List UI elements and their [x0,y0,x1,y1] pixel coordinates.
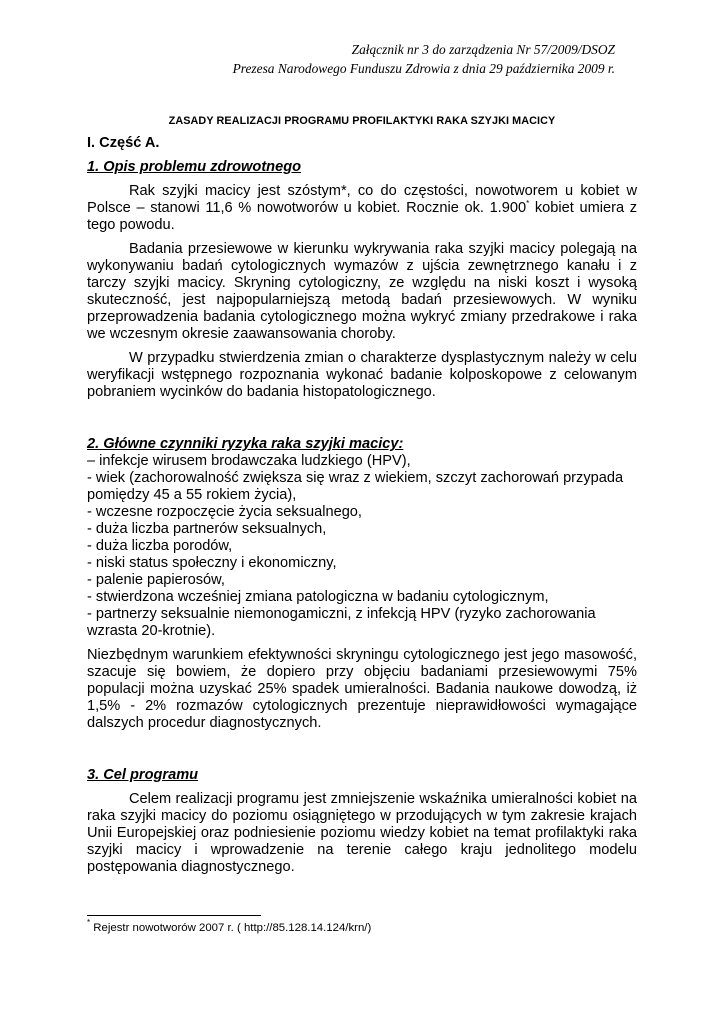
risk-factor-list [87,453,637,640]
section-1-p1-tail: kobiet umiera z tego powodu. [87,200,638,233]
list-item: - partnerzy seksualnie niemonogamiczni, z infekcją HPV (ryzyko zachorowania wzrasta 20-krotnie). [87,606,596,639]
document-title: ZASADY REALIZACJI PROGRAMU PROFILAKTYKI RAKA SZYJKI MACICY [168,115,556,127]
list-item: - wczesne rozpoczęcie życia seksualnego, [87,504,362,520]
section-3-heading: 3. Cel programu [87,767,199,783]
annex-header [233,40,615,78]
section-3 [87,767,637,876]
list-item: - duża liczba partnerów seksualnych, [87,521,327,537]
footnote-text: Rejestr nowotworów 2007 r. ( http://85.128.14.124/krn/) [90,922,372,934]
section-1 [87,159,637,401]
section-1-paragraph-2: Badania przesiewowe w kierunku wykrywania raka szyjki macicy polegają na wykonywaniu badań cytologicznych wymazów z ujścia zewnętrznego kanału i z tarczy szyjki macicy. Skryning cytologiczny, ze względu na niski koszt i wysoką skuteczność, jest najpopularniejszą metodą badań przesiewowych. W wyniku przeprowadzenia badania cytologicznego można wykryć zmiany przedrakowe i raka we wczesnym okresie zaawansowania choroby. [87,241,637,342]
section-1-paragraph-1 [87,183,637,234]
footnote [87,918,372,934]
section-1-paragraph-3: W przypadku stwierdzenia zmian o charakterze dysplastycznym należy w celu weryfikacji wstępnego rozpoznania wykonać badanie kolposkopowe z celowanym pobraniem wycinków do badania histopatologicznego. [87,350,637,400]
list-item: - palenie papierosów, [87,572,225,588]
footnote-divider [87,915,261,916]
annex-header-line-1: Załącznik nr 3 do zarządzenia Nr 57/2009/DSOZ [351,42,615,57]
footnote-mark: * [87,918,91,927]
annex-header-line-2: Prezesa Narodowego Funduszu Zdrowia z dnia 29 października 2009 r. [232,61,615,76]
list-item: - niski status społeczny i ekonomiczny, [87,555,337,571]
list-item: – infekcje wirusem brodawczaka ludzkiego (HPV), [87,453,411,469]
section-1-p1-text: Rak szyjki macicy jest szóstym*, co do częstości, nowotworem u kobiet w Polsce – stanowi 11,6 % nowotworów u kobiet. Rocznie ok. 1.900 [87,183,637,216]
part-heading: I. Część A. [87,135,160,151]
document-body [87,135,637,876]
section-2-paragraph: Niezbędnym warunkiem efektywności skryningu cytologicznego jest jego masowość, szacuje się bowiem, że dopiero przy objęciu badaniami przesiewowymi 75% populacji można uzyskać 25% spadek umieralności. Badania naukowe dowodzą, iż 1,5% - 2% rozmazów cytologicznych prezentuje nieprawidłowości wymagające dalszych procedur diagnostycznych. [87,647,637,731]
list-item: - stwierdzona wcześniej zmiana patologiczna w badaniu cytologicznym, [87,589,549,605]
footnote-reference: * [526,199,530,208]
list-item: - duża liczba porodów, [87,538,233,554]
list-item: - wiek (zachorowalność zwiększa się wraz z wiekiem, szczyt zachorowań przypada pomiędzy 45 a 55 rokiem życia), [87,470,624,503]
section-1-heading: 1. Opis problemu zdrowotnego [87,159,302,175]
section-2 [87,436,637,732]
section-2-heading: 2. Główne czynniki ryzyka raka szyjki macicy: [87,436,404,452]
section-3-paragraph: Celem realizacji programu jest zmniejszenie wskaźnika umieralności kobiet na raka szyjki macicy do poziomu osiągniętego w przodujących w tym zakresie krajach Unii Europejskiej oraz podniesienie poziomu wiedzy kobiet na temat profilaktyki raka szyjki macicy i wprowadzenie na terenie całego kraju jednolitego modelu postępowania diagnostycznego. [87,791,637,875]
